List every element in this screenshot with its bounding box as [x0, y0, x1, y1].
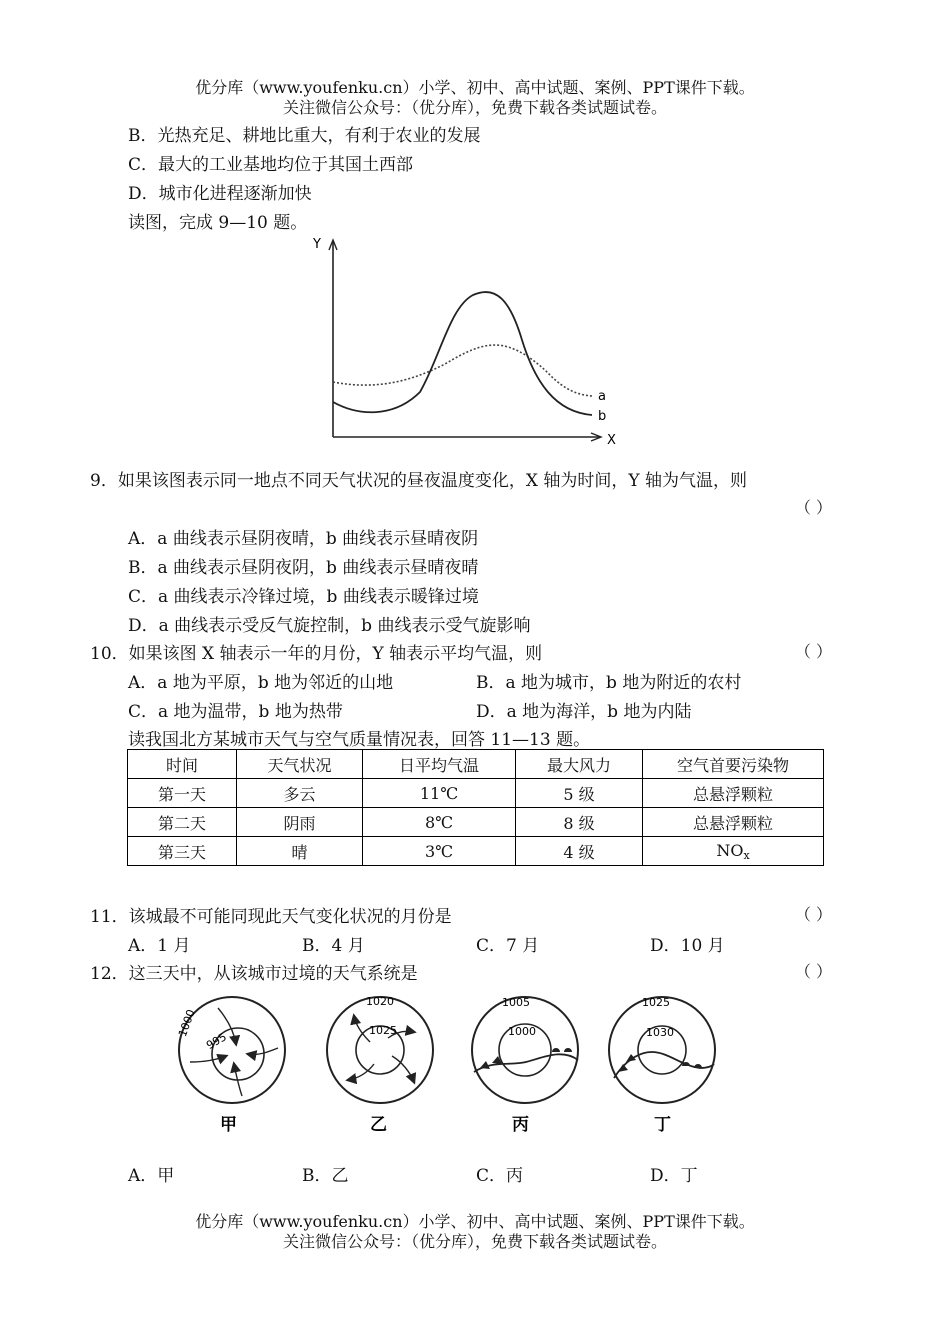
- table-header: 空气首要污染物: [643, 750, 824, 779]
- prev-option-b: B．光热充足、耕地比重大，有利于农业的发展: [128, 126, 481, 146]
- q9-option-d: D．a 曲线表示受反气旋控制，b 曲线表示受气旋影响: [128, 616, 531, 636]
- wind-arrow: [190, 1056, 226, 1062]
- diagram-label: 乙: [370, 1115, 387, 1135]
- q12-stem: 12．这三天中，从该城市过境的天气系统是: [90, 964, 418, 984]
- table-cell: 8 级: [516, 808, 643, 837]
- temperature-curve-figure: [300, 232, 630, 450]
- table-cell: 晴: [237, 837, 363, 866]
- isobar-inner-value: 995: [204, 1030, 229, 1053]
- table-header-row: [128, 750, 824, 779]
- q12-option-b: B．乙: [302, 1166, 349, 1186]
- intro-9-10: 读图，完成 9—10 题。: [128, 213, 308, 233]
- table-header: 时间: [128, 750, 237, 779]
- x-axis-label: X: [607, 433, 616, 448]
- q11-option-b: B．4 月: [302, 936, 365, 956]
- q9-option-a: A．a 曲线表示昼阴夜晴，b 曲线表示昼晴夜阴: [128, 529, 479, 549]
- table-cell: 11℃: [363, 779, 516, 808]
- q9-option-b: B．a 曲线表示昼阴夜阴，b 曲线表示昼晴夜晴: [128, 558, 479, 578]
- table-cell: 总悬浮颗粒: [643, 808, 824, 837]
- y-axis-label: Y: [313, 237, 321, 252]
- table-cell: 5 级: [516, 779, 643, 808]
- q9-stem: 9．如果该图表示同一地点不同天气状况的昼夜温度变化，X 轴为时间，Y 轴为气温，则: [90, 471, 747, 491]
- weather-system-diagrams: [170, 990, 730, 1138]
- cold-front-triangles: [480, 1056, 502, 1069]
- q11-stem: 11．该城最不可能同现此天气变化状况的月份是: [90, 907, 452, 927]
- table-header: 天气状况: [237, 750, 363, 779]
- warm-front-semicircles: [552, 1048, 572, 1052]
- isobar-outer: [472, 997, 578, 1103]
- table-row: [128, 808, 824, 837]
- q12-option-a: A．甲: [128, 1166, 175, 1186]
- diagram-jia: [176, 997, 285, 1135]
- curve-a-label: a: [598, 389, 606, 404]
- isobar-outer-value: 1020: [366, 995, 394, 1008]
- isobar-outer-value: 1000: [175, 1007, 198, 1039]
- diagram-label: 丙: [512, 1115, 529, 1135]
- prev-option-d: D．城市化进程逐渐加快: [128, 184, 312, 204]
- q9-option-c: C．a 曲线表示冷锋过境，b 曲线表示暖锋过境: [128, 587, 479, 607]
- table-cell: 第三天: [128, 837, 237, 866]
- diagram-label: 丁: [654, 1115, 671, 1135]
- q11-option-d: D．10 月: [650, 936, 725, 956]
- diagram-label: 甲: [220, 1115, 237, 1135]
- curve-b-label: b: [598, 409, 607, 424]
- isobar-inner-value: 1025: [369, 1024, 397, 1037]
- table-row: [128, 837, 824, 866]
- diagram-ding: [609, 996, 715, 1135]
- table-cell: 阴雨: [237, 808, 363, 837]
- q10-stem: 10．如果该图 X 轴表示一年的月份，Y 轴表示平均气温，则: [90, 644, 543, 664]
- table-row: [128, 779, 824, 808]
- q9-answer-paren: （ ）: [794, 498, 832, 517]
- q10-answer-paren: （ ）: [794, 642, 832, 661]
- q11-option-c: C．7 月: [476, 936, 540, 956]
- isobar-outer-value: 1005: [502, 996, 530, 1009]
- footer-line-2: 关注微信公众号：（优分库），免费下载各类试题试卷。: [282, 1232, 667, 1251]
- table-cell: 第一天: [128, 779, 237, 808]
- q12-option-d: D．丁: [650, 1166, 698, 1186]
- intro-11-13: 读我国北方某城市天气与空气质量情况表，回答 11—13 题。: [128, 730, 591, 750]
- footer-line-1: 优分库（www.youfenku.cn）小学、初中、高中试题、案例、PPT课件下载。: [195, 1212, 755, 1231]
- table-header: 最大风力: [516, 750, 643, 779]
- table-cell: 第二天: [128, 808, 237, 837]
- table-header: 日平均气温: [363, 750, 516, 779]
- q12-answer-paren: （ ）: [794, 962, 832, 981]
- front-line: [474, 1054, 578, 1072]
- isobar-inner-value: 1000: [508, 1025, 536, 1038]
- isobar-outer: [327, 997, 433, 1103]
- weather-quality-table: [127, 749, 824, 866]
- q12-option-c: C．丙: [476, 1166, 524, 1186]
- table-cell: 多云: [237, 779, 363, 808]
- prev-option-c: C．最大的工业基地均位于其国土西部: [128, 155, 414, 175]
- pollutant-no: NO: [716, 840, 744, 860]
- table-cell-pollutant: [643, 837, 824, 866]
- isobar-inner-value: 1030: [646, 1026, 674, 1039]
- curve-b: [333, 292, 592, 415]
- curve-a: [333, 345, 592, 396]
- diagram-bing: [472, 996, 578, 1135]
- table-cell: 4 级: [516, 837, 643, 866]
- q11-option-a: A．1 月: [128, 936, 191, 956]
- table-cell: 8℃: [363, 808, 516, 837]
- isobar-outer-value: 1025: [642, 996, 670, 1009]
- isobar-outer: [609, 997, 715, 1103]
- pollutant-subscript: x: [743, 848, 750, 862]
- q10-option-a: A．a 地为平原，b 地为邻近的山地: [128, 673, 394, 693]
- q10-option-b: B．a 地为城市，b 地为附近的农村: [476, 673, 742, 693]
- table-cell: 总悬浮颗粒: [643, 779, 824, 808]
- table-cell: 3℃: [363, 837, 516, 866]
- q10-option-d: D．a 地为海洋，b 地为内陆: [476, 702, 692, 722]
- diagram-yi: [327, 995, 433, 1135]
- q11-answer-paren: （ ）: [794, 905, 832, 924]
- header-line-1: 优分库（www.youfenku.cn）小学、初中、高中试题、案例、PPT课件下载。: [195, 78, 755, 97]
- header-line-2: 关注微信公众号：（优分库），免费下载各类试题试卷。: [282, 98, 667, 117]
- q10-option-c: C．a 地为温带，b 地为热带: [128, 702, 343, 722]
